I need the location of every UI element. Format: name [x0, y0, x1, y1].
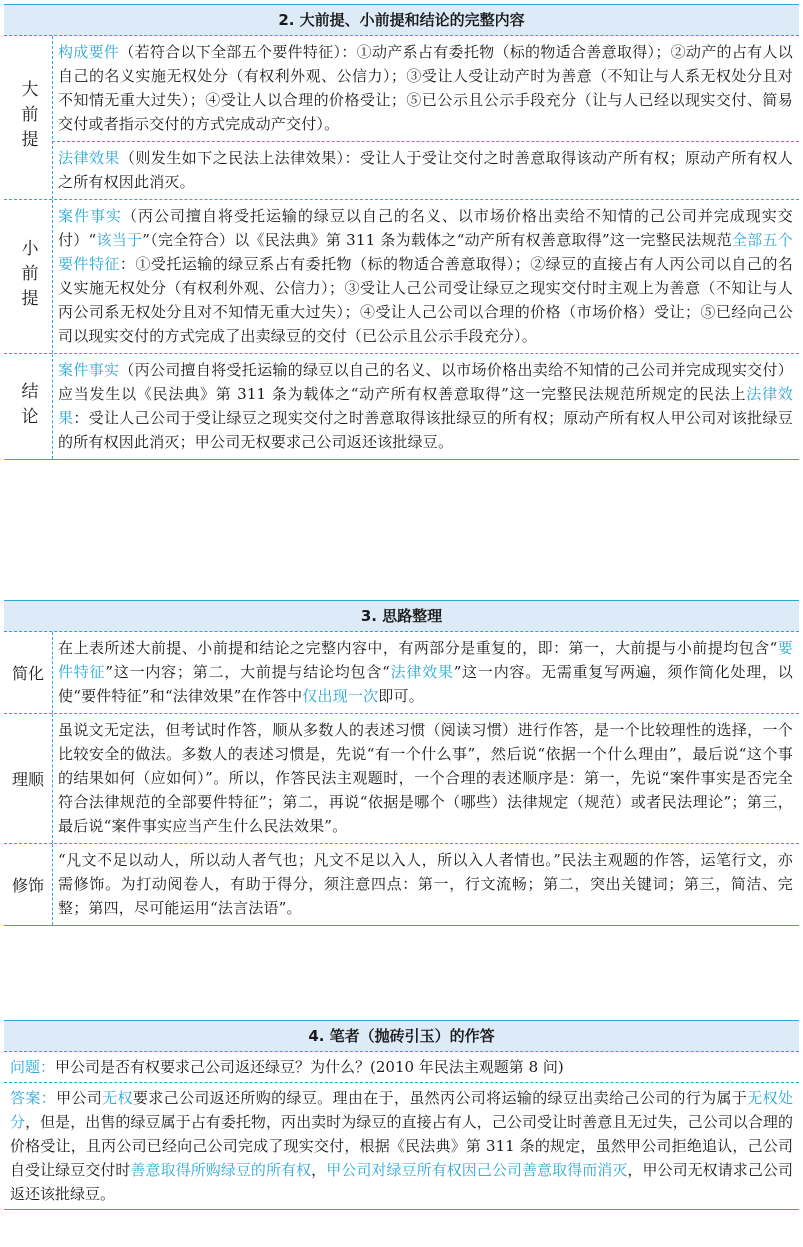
text-segment: ，甲公司无权请求己公司返还该批绿豆。	[10, 1161, 793, 1203]
highlighted-term: 构成要件	[58, 43, 120, 61]
polish-row	[4, 844, 799, 926]
answer-line	[4, 1082, 799, 1210]
highlighted-term: 全部五个要件特征	[58, 231, 794, 273]
simplify-text	[52, 632, 799, 713]
highlighted-term: 法律效果	[389, 663, 454, 681]
polish-text	[52, 844, 799, 925]
conclusion-label: 结论	[4, 354, 53, 459]
question-tag: 问题：	[10, 1058, 56, 1076]
text-segment: （丙公司擅自将受托运输的绿豆以自己的名义、以市场价格出卖给不知情的己公司并完成现实交付）应当发生以《民法典》第 311 条为载体之“动产所有权善意取得”这一完整民法规范所规定的民法上	[58, 361, 793, 403]
conclusion-text	[52, 354, 799, 459]
text-segment: 虽说文无定法，但考试时作答，顺从多数人的表述习惯（阅读习惯）进行作答，是一个比较理性的选择，一个比较安全的做法。多数人的表述习惯是，先说“有一个什么事”，然后说“依据一个什么理由”，最后说“这个事的结果如何（应如何）”。所以，作答民法主观题时，一个合理的表述顺序是：第一，先说“案件事实是否完全符合法律规范的全部要件特征”；第二，再说“依据是哪个（哪些）法律规定（规范）或者民法理论”；第三，最后说“案件事实应当产生什么民法效果”。	[58, 721, 793, 835]
text-segment: 要求己公司返还所购的绿豆。理由在于，虽然丙公司将运输的绿豆出卖给己公司的行为属于	[132, 1089, 748, 1107]
highlighted-term: 该当于	[96, 231, 143, 249]
text-segment: ”这一内容；第二，大前提与结论均包含“	[105, 663, 390, 681]
text-segment: 即可。	[378, 687, 424, 705]
text-segment: （则发生如下之民法上法律效果）：受让人于受让交付之时善意取得该动产所有权；原动产所有权人之所有权因此消灭。	[58, 149, 793, 191]
section-title: 2. 大前提、小前提和结论的完整内容	[4, 4, 799, 36]
text-segment: 在上表所述大前提、小前提和结论之完整内容中，有两部分是重复的，即：第一，大前提与小前提均包含“	[58, 639, 778, 657]
minor-premise-row	[4, 200, 799, 354]
major-premise-label: 大前提	[4, 36, 53, 199]
text-segment: ，但是，出售的绿豆属于占有委托物，丙出卖时为绿豆的直接占有人，己公司受让时善意且无过失，己公司以合理的价格受让，且丙公司已经向己公司完成了现实交付，根据《民法典》第 311 条的规定，虽然甲公司拒绝追认，己公司自受让绿豆交付时	[10, 1113, 793, 1179]
section-title: 4. 笔者（抛砖引玉）的作答	[4, 1020, 799, 1052]
highlighted-term: 案件事实	[58, 207, 122, 225]
section-thinking	[4, 600, 799, 926]
question-line	[4, 1052, 799, 1082]
text-segment: ”（完全符合）以《民法典》第 311 条为载体之“动产所有权善意取得”这一完整民法规范	[142, 231, 733, 249]
text-segment: ，	[311, 1161, 327, 1179]
text-segment: （若符合以下全部五个要件特征）：①动产系占有委托物（标的物适合善意取得）；②动产的占有人以自己的名义实施无权处分（有权利外观、公信力）；③受让人受让动产时为善意（不知让与人系无权处分且对不知情无重大过失）；④受让人以合理的价格受让；⑤已公示且公示手段充分（让与人已经以现实交付、简易交付或者指示交付的方式完成动产交付）。	[58, 43, 793, 133]
polish-label: 修饰	[4, 844, 53, 925]
highlighted-term: 仅出现一次	[302, 687, 379, 705]
highlighted-term: 无权处分	[10, 1089, 793, 1131]
conclusion-row	[4, 354, 799, 460]
minor-premise-text	[52, 200, 799, 353]
text-segment: ：①受托运输的绿豆系占有委托物（标的物适合善意取得）；②绿豆的直接占有人丙公司以自己的名义实施无权处分（有权利外观、公信力）；③受让人己公司受让绿豆之现实交付时主观上为善意（不知让与人丙公司系无权处分且对不知情无重大过失）；④受让人己公司以合理的价格（市场价格）受让；⑤已经向己公司以现实交付的方式完成了出卖绿豆的交付（已公示且公示手段充分）。	[58, 255, 793, 345]
text-segment: “凡文不足以动人，所以动人者气也；凡文不足以入人，所以入人者情也。”民法主观题的作答，运笔行文，亦需修饰。为打动阅卷人，有助于得分，须注意四点：第一，行文流畅；第二，突出关键词；第三，简洁、完整；第四，尽可能运用“法言法语”。	[58, 851, 793, 917]
order-text	[52, 714, 799, 843]
simplify-label: 简化	[4, 632, 53, 713]
order-row	[4, 714, 799, 844]
major-premise-effect	[52, 141, 799, 199]
order-label: 理顺	[4, 714, 53, 843]
highlighted-term: 甲公司对绿豆所有权因己公司善意取得而消灭	[326, 1161, 628, 1179]
section-title: 3. 思路整理	[4, 600, 799, 632]
simplify-row	[4, 632, 799, 714]
minor-premise-label: 小前提	[4, 200, 53, 353]
highlighted-term: 案件事实	[58, 361, 120, 379]
highlighted-term: 善意取得所购绿豆的所有权	[130, 1161, 312, 1179]
highlighted-term: 无权	[102, 1089, 133, 1107]
text-segment: ：受让人己公司于受让绿豆之现实交付之时善意取得该批绿豆的所有权；原动产所有权人甲公司对该批绿豆的所有权因此消灭；甲公司无权要求己公司返还该批绿豆。	[58, 409, 794, 451]
answer-tag: 答案：	[10, 1089, 57, 1107]
major-premise-row	[4, 36, 799, 200]
answer-text	[10, 1089, 793, 1203]
section-answer	[4, 1020, 799, 1210]
highlighted-term: 法律效果	[58, 385, 793, 427]
text-segment: 甲公司	[56, 1089, 103, 1107]
highlighted-term: 要件特征	[58, 639, 794, 681]
major-premise-elements	[52, 36, 799, 141]
text-segment: ”这一内容。无需重复写两遍，须作简化处理，以使“要件特征”和“法律效果”在作答中	[58, 663, 793, 705]
text-segment: （丙公司擅自将受托运输的绿豆以自己的名义、以市场价格出卖给不知情的己公司并完成现实交付）“	[58, 207, 793, 249]
highlighted-term: 法律效果	[58, 149, 120, 167]
section-major-minor-conclusion	[4, 4, 799, 460]
question-text: 甲公司是否有权要求己公司返还绿豆？为什么？(2010 年民法主观题第 8 问)	[55, 1058, 564, 1076]
